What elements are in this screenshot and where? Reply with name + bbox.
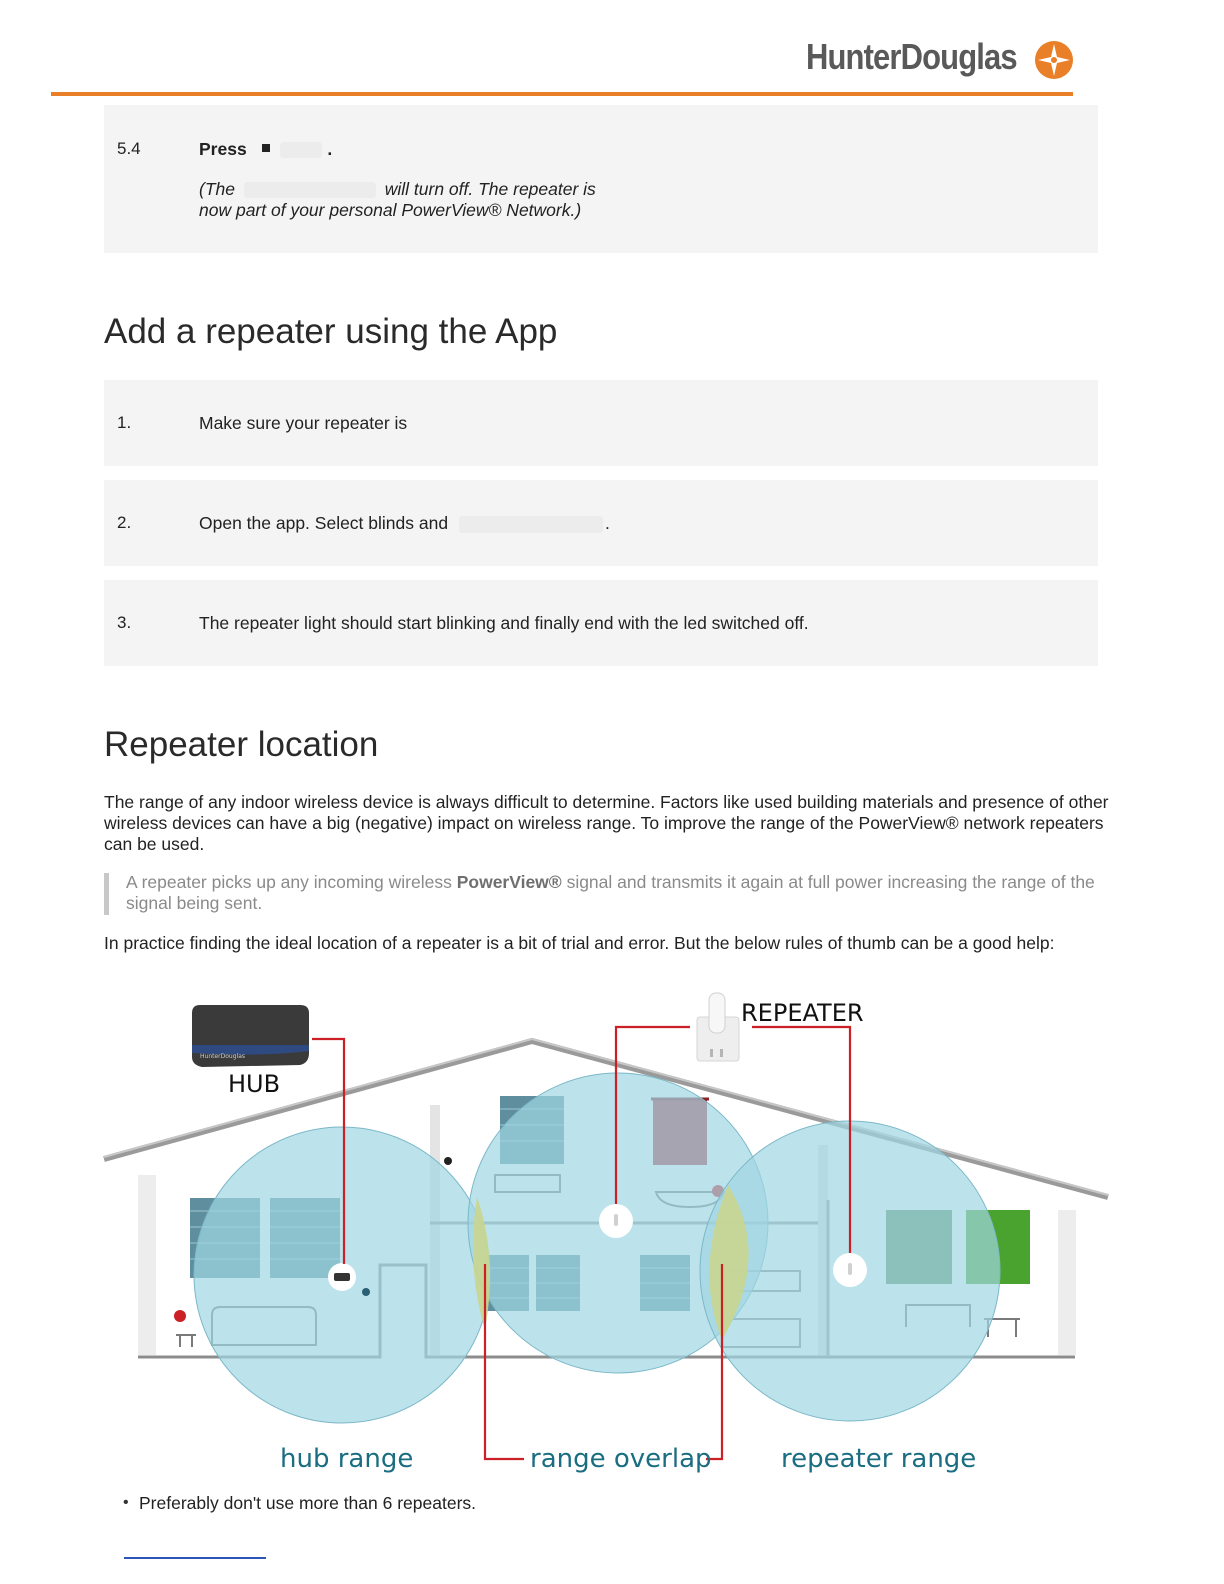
button-blank [280,142,322,158]
repeater-range-label: repeater range [781,1444,977,1474]
right-outer-wall [1058,1210,1076,1355]
step-press-line [199,139,332,160]
press-end: . [327,139,333,159]
note-start: (The [199,179,235,199]
compass-cross-icon [1034,40,1074,80]
press-label: Press [199,139,247,159]
step-line [199,513,610,534]
step-number: 3. [117,613,132,632]
hub-device-text: HunterDouglas [200,1053,245,1060]
step-text: The repeater light should start blinking and finally end with the led switched off. [199,613,809,633]
quote-start: A repeater picks up any incoming wireless [126,872,457,892]
left-outer-wall [138,1175,156,1355]
bullet-dot: • [123,1494,129,1511]
repeater-range-diagram [100,985,1115,1525]
hub-label: HUB [228,1070,281,1098]
step-number: 5.4 [117,139,141,158]
section-title-location: Repeater location [104,725,379,764]
quote-bar [104,873,109,915]
repeater-label: REPEATER [741,999,864,1027]
step-panel-5-4 [104,105,1098,253]
step-panel-2 [104,480,1098,566]
step-text: Make sure your repeater is [199,413,408,433]
header-rule [51,92,1073,96]
hub-range-label: hub range [280,1444,414,1474]
step-note [199,179,596,221]
step-panel-1 [104,380,1098,466]
note-line2: now part of your personal PowerView® Network.) [199,200,582,220]
practice-paragraph: In practice finding the ideal location of a repeater is a bit of trial and error. But the below rules of thumb can be a good help: [104,933,1055,953]
device-blank [244,182,376,198]
step-panel-3 [104,580,1098,666]
step-text: Open the app. Select blinds and [199,513,449,533]
range-overlap-label: range overlap [530,1444,712,1474]
repeater-device-icon [697,993,739,1061]
intro-paragraph: The range of any indoor wireless device is always difficult to determine. Factors like used building materials and presence of other wireless devices can have a big (negative) impact on wireless range. To improve the range of the PowerView® network repeaters can be used. [104,792,1109,854]
step-number: 1. [117,413,132,432]
hub-device-icon [192,1005,309,1067]
note-mid: will turn off. The repeater is [384,179,596,199]
blockquote [126,872,1116,914]
quote-bold: PowerView® [456,872,562,892]
step-number: 2. [117,513,132,532]
bullet-item: Preferably don't use more than 6 repeaters. [139,1493,477,1513]
step-tail: . [604,513,610,533]
quote-end: signal and transmits it again at full power increasing the range of the signal being sent. [126,872,1095,913]
option-blank [459,516,603,533]
stop-square-icon [262,144,270,152]
section-title-app: Add a repeater using the App [104,312,558,351]
link-underline[interactable] [124,1557,266,1559]
brand-logo-text: HunterDouglas [806,36,1017,77]
